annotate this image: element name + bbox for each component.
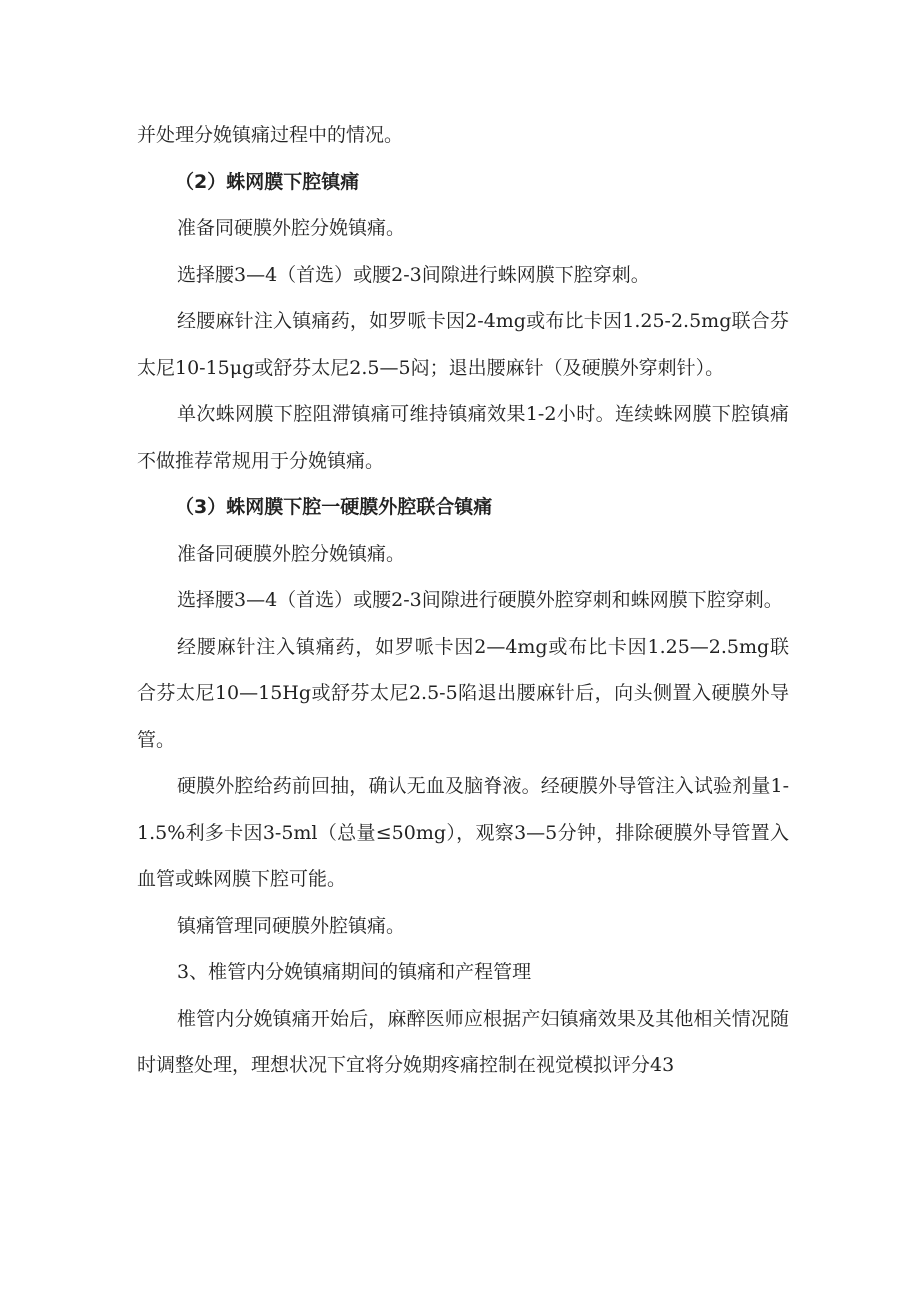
section-heading-subarachnoid: （2）蛛网膜下腔镇痛 [175, 170, 360, 193]
paragraph-preparation-combined: 准备同硬膜外腔分娩镇痛。 [177, 542, 406, 565]
paragraph-continuation: 并处理分娩镇痛过程中的情况。 [137, 124, 404, 146]
paragraph-puncture-site-combined: 选择腰3—4（首选）或腰2-3间隙进行硬膜外腔穿刺和蛛网膜下腔穿刺。 [177, 589, 783, 611]
paragraph-test-dose: 硬膜外腔给药前回抽，确认无血及脑脊液。经硬膜外导管注入试验剂量1-1.5%利多卡因3-5ml（总量≤50mg），观察3—5分钟，排除硬膜外导管置入血管或蛛网膜下腔可能。 [137, 775, 789, 890]
paragraph-preparation: 准备同硬膜外腔分娩镇痛。 [177, 217, 406, 239]
paragraph-adjustment: 椎管内分娩镇痛开始后，麻醉医师应根据产妇镇痛效果及其他相关情况随时调整处理，理想状况下宜将分娩期疼痛控制在视觉模拟评分43 [137, 1007, 789, 1076]
paragraph-drug-injection-combined: 经腰麻针注入镇痛药，如罗哌卡因2—4mg或布比卡因1.25—2.5mg联合芬太尼10—15Hg或舒芬太尼2.5-5陷退出腰麻针后，向头侧置入硬膜外导管。 [137, 635, 789, 751]
document-body [137, 112, 789, 1089]
paragraph-management: 镇痛管理同硬膜外腔镇痛。 [177, 914, 406, 937]
paragraph-puncture-site: 选择腰3—4（首选）或腰2-3间隙进行蛛网膜下腔穿刺。 [177, 263, 650, 286]
paragraph-drug-injection: 经腰麻针注入镇痛药，如罗哌卡因2-4mg或布比卡因1.25-2.5mg联合芬太尼10-15μg或舒芬太尼2.5—5闷；退出腰麻针（及硬膜外穿刺针）。 [137, 310, 789, 379]
section-heading-combined: （3）蛛网膜下腔一硬膜外腔联合镇痛 [175, 496, 493, 518]
paragraph-single-block: 单次蛛网膜下腔阻滞镇痛可维持镇痛效果1-2小时。连续蛛网膜下腔镇痛不做推荐常规用于分娩镇痛。 [137, 403, 789, 472]
section-heading-management: 3、椎管内分娩镇痛期间的镇痛和产程管理 [177, 961, 532, 983]
